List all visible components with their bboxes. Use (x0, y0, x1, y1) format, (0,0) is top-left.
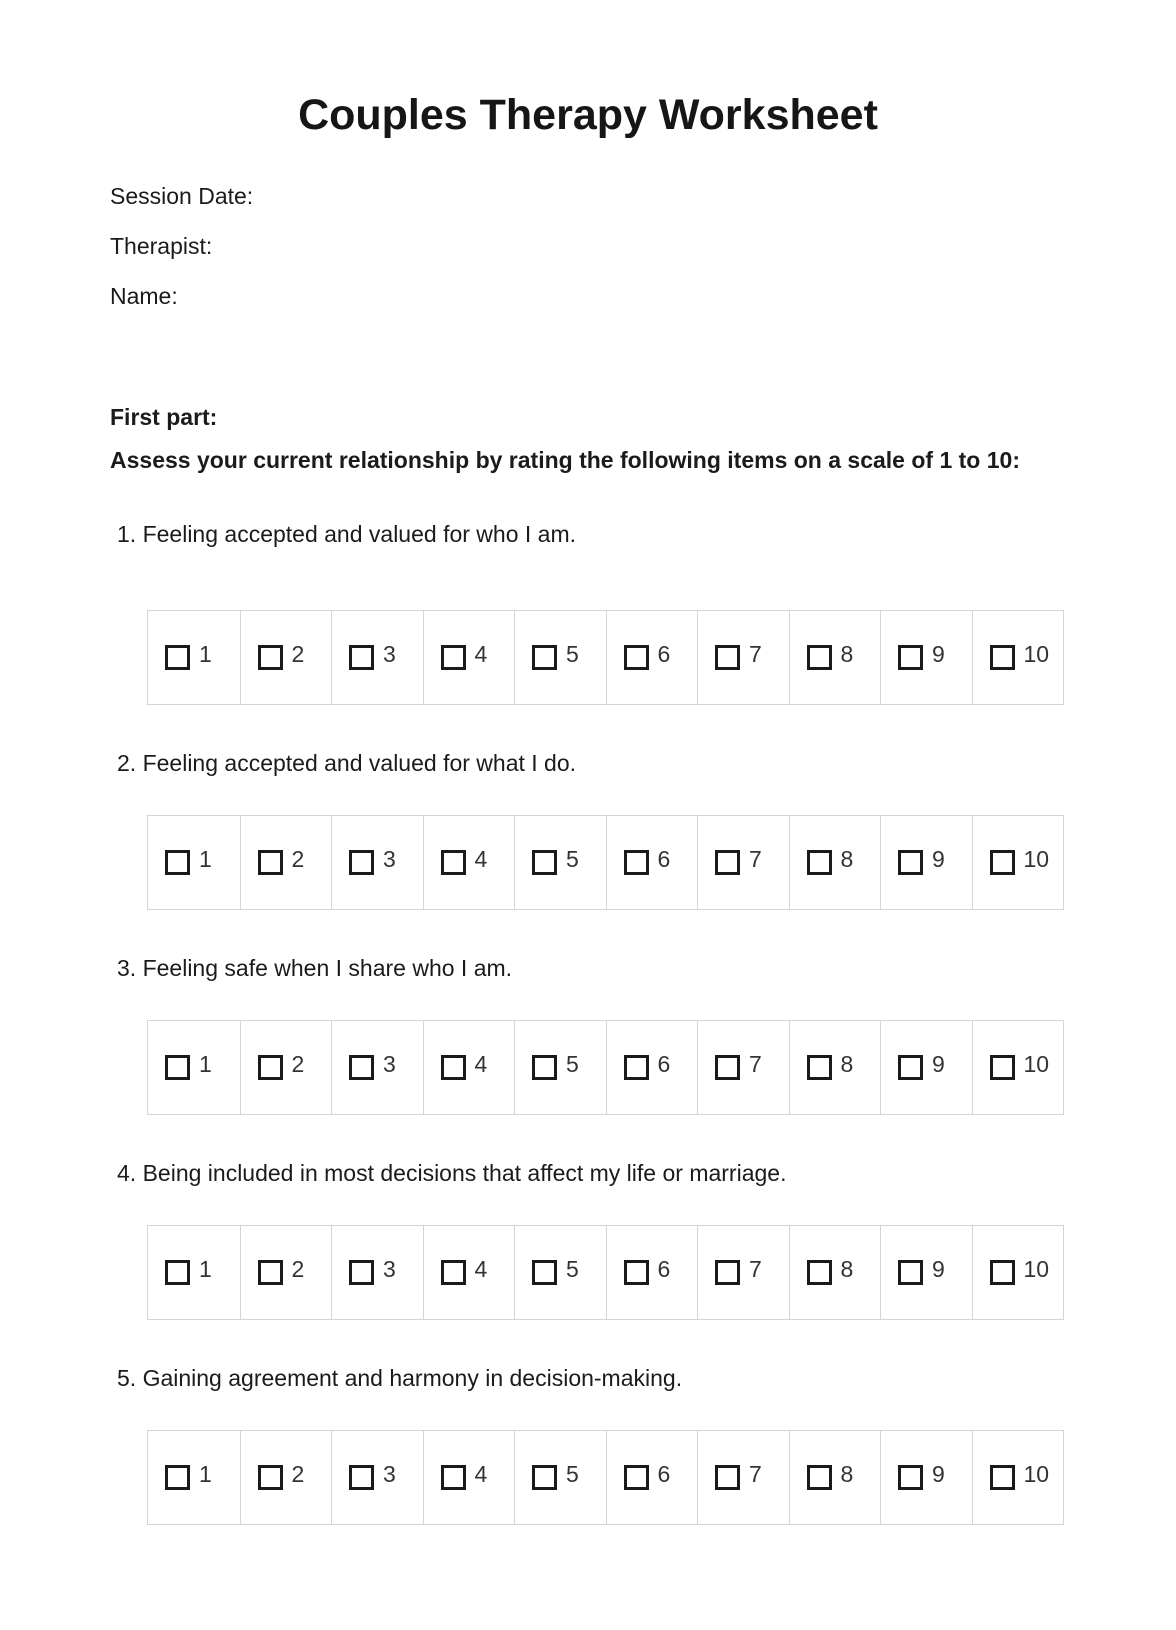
rating-value-label: 10 (1023, 1051, 1050, 1077)
rating-checkbox-1-4[interactable] (441, 645, 466, 670)
rating-checkbox-3-9[interactable] (898, 1055, 923, 1080)
rating-table-2 (147, 815, 1064, 910)
rating-cell-2-4 (423, 816, 515, 909)
rating-value-label: 9 (932, 1256, 945, 1282)
rating-cell-1-9 (880, 611, 972, 704)
rating-checkbox-1-8[interactable] (807, 645, 832, 670)
rating-cell-4-2 (240, 1226, 332, 1319)
rating-checkbox-4-7[interactable] (715, 1260, 740, 1285)
rating-checkbox-3-6[interactable] (624, 1055, 649, 1080)
rating-value-label: 6 (657, 1256, 671, 1282)
rating-value-label: 9 (932, 846, 945, 872)
rating-value-label: 10 (1023, 641, 1050, 667)
rating-cell-3-3 (331, 1021, 423, 1114)
rating-cell-5-5 (514, 1431, 606, 1524)
rating-cell-2-10 (972, 816, 1064, 909)
rating-cell-5-1 (148, 1431, 240, 1524)
rating-cell-4-10 (972, 1226, 1064, 1319)
rating-checkbox-1-5[interactable] (532, 645, 557, 670)
questions (0, 522, 1176, 1525)
rating-checkbox-5-2[interactable] (258, 1465, 283, 1490)
rating-checkbox-5-3[interactable] (349, 1465, 374, 1490)
rating-checkbox-4-6[interactable] (624, 1260, 649, 1285)
rating-table-3 (147, 1020, 1064, 1115)
rating-checkbox-3-10[interactable] (990, 1055, 1015, 1080)
rating-cell-2-9 (880, 816, 972, 909)
rating-checkbox-2-3[interactable] (349, 850, 374, 875)
rating-checkbox-1-2[interactable] (258, 645, 283, 670)
rating-value-label: 2 (291, 846, 305, 872)
rating-cell-5-3 (331, 1431, 423, 1524)
rating-checkbox-3-3[interactable] (349, 1055, 374, 1080)
rating-checkbox-2-9[interactable] (898, 850, 923, 875)
rating-cell-4-6 (606, 1226, 698, 1319)
rating-value-label: 5 (566, 1256, 579, 1282)
rating-cell-3-8 (789, 1021, 881, 1114)
rating-cell-2-6 (606, 816, 698, 909)
question-5-text: 5. Gaining agreement and harmony in decision-making. (117, 1365, 683, 1391)
rating-checkbox-4-3[interactable] (349, 1260, 374, 1285)
rating-value-label: 8 (840, 1256, 854, 1282)
rating-cell-3-7 (697, 1021, 789, 1114)
rating-cell-3-5 (514, 1021, 606, 1114)
rating-value-label: 9 (932, 641, 945, 667)
rating-cell-2-3 (331, 816, 423, 909)
rating-value-label: 5 (566, 846, 579, 872)
question-2-text: 2. Feeling accepted and valued for what I do. (117, 750, 577, 776)
rating-value-label: 4 (474, 846, 488, 872)
rating-cell-2-1 (148, 816, 240, 909)
rating-checkbox-2-1[interactable] (165, 850, 190, 875)
rating-cell-1-5 (514, 611, 606, 704)
rating-cell-3-6 (606, 1021, 698, 1114)
rating-checkbox-3-5[interactable] (532, 1055, 557, 1080)
rating-value-label: 7 (749, 641, 762, 667)
rating-value-label: 8 (840, 641, 854, 667)
rating-value-label: 4 (474, 1051, 488, 1077)
rating-cell-5-2 (240, 1431, 332, 1524)
name-label: Name: (110, 283, 178, 309)
rating-cell-1-6 (606, 611, 698, 704)
rating-checkbox-1-3[interactable] (349, 645, 374, 670)
rating-cell-4-3 (331, 1226, 423, 1319)
rating-checkbox-5-10[interactable] (990, 1465, 1015, 1490)
header-fields (110, 182, 1176, 332)
rating-cell-1-8 (789, 611, 881, 704)
rating-cell-1-1 (148, 611, 240, 704)
rating-value-label: 5 (566, 1461, 579, 1487)
rating-cell-4-9 (880, 1226, 972, 1319)
rating-cell-5-10 (972, 1431, 1064, 1524)
rating-checkbox-4-1[interactable] (165, 1260, 190, 1285)
rating-checkbox-4-8[interactable] (807, 1260, 832, 1285)
rating-cell-1-7 (697, 611, 789, 704)
rating-checkbox-4-2[interactable] (258, 1260, 283, 1285)
rating-checkbox-2-7[interactable] (715, 850, 740, 875)
rating-checkbox-2-2[interactable] (258, 850, 283, 875)
rating-checkbox-4-4[interactable] (441, 1260, 466, 1285)
rating-value-label: 2 (291, 1256, 305, 1282)
rating-checkbox-2-6[interactable] (624, 850, 649, 875)
rating-cell-2-8 (789, 816, 881, 909)
rating-checkbox-1-7[interactable] (715, 645, 740, 670)
rating-value-label: 10 (1023, 1256, 1050, 1282)
rating-value-label: 1 (199, 1256, 212, 1282)
rating-value-label: 4 (474, 641, 488, 667)
rating-cell-3-10 (972, 1021, 1064, 1114)
rating-cell-3-2 (240, 1021, 332, 1114)
rating-cell-5-8 (789, 1431, 881, 1524)
rating-table-4 (147, 1225, 1064, 1320)
rating-checkbox-2-8[interactable] (807, 850, 832, 875)
rating-checkbox-5-4[interactable] (441, 1465, 466, 1490)
rating-checkbox-3-1[interactable] (165, 1055, 190, 1080)
rating-checkbox-1-10[interactable] (990, 645, 1015, 670)
rating-checkbox-5-1[interactable] (165, 1465, 190, 1490)
rating-checkbox-2-5[interactable] (532, 850, 557, 875)
rating-checkbox-2-10[interactable] (990, 850, 1015, 875)
rating-value-label: 2 (291, 1051, 305, 1077)
rating-checkbox-5-6[interactable] (624, 1465, 649, 1490)
first-part-heading: First part: (110, 404, 218, 430)
rating-value-label: 5 (566, 641, 579, 667)
rating-checkbox-2-4[interactable] (441, 850, 466, 875)
rating-value-label: 7 (749, 846, 762, 872)
rating-value-label: 3 (383, 1051, 396, 1077)
rating-table-5 (147, 1430, 1064, 1525)
rating-checkbox-5-5[interactable] (532, 1465, 557, 1490)
rating-checkbox-1-1[interactable] (165, 645, 190, 670)
rating-value-label: 3 (383, 846, 396, 872)
rating-cell-2-2 (240, 816, 332, 909)
rating-value-label: 1 (199, 641, 212, 667)
rating-value-label: 7 (749, 1461, 762, 1487)
rating-instruction: Assess your current relationship by rating the following items on a scale of 1 to 10: (110, 447, 1020, 473)
rating-checkbox-1-9[interactable] (898, 645, 923, 670)
rating-table-1 (147, 610, 1064, 705)
session-date-label: Session Date: (110, 183, 254, 209)
rating-checkbox-3-4[interactable] (441, 1055, 466, 1080)
rating-cell-3-4 (423, 1021, 515, 1114)
rating-cell-3-1 (148, 1021, 240, 1114)
rating-value-label: 1 (199, 1051, 212, 1077)
rating-value-label: 8 (840, 1051, 854, 1077)
rating-value-label: 8 (840, 846, 854, 872)
rating-value-label: 1 (199, 1461, 212, 1487)
rating-cell-5-9 (880, 1431, 972, 1524)
rating-cell-2-5 (514, 816, 606, 909)
rating-cell-3-9 (880, 1021, 972, 1114)
question-1-text: 1. Feeling accepted and valued for who I am. (117, 521, 577, 547)
rating-checkbox-3-2[interactable] (258, 1055, 283, 1080)
rating-cell-1-2 (240, 611, 332, 704)
rating-cell-1-10 (972, 611, 1064, 704)
rating-cell-4-5 (514, 1226, 606, 1319)
rating-value-label: 3 (383, 1461, 396, 1487)
rating-value-label: 10 (1023, 1461, 1050, 1487)
rating-value-label: 5 (566, 1051, 579, 1077)
rating-cell-5-4 (423, 1431, 515, 1524)
rating-cell-1-4 (423, 611, 515, 704)
rating-value-label: 6 (657, 1051, 671, 1077)
rating-value-label: 9 (932, 1051, 945, 1077)
page-title: Couples Therapy Worksheet (298, 91, 878, 139)
rating-value-label: 6 (657, 846, 671, 872)
rating-value-label: 4 (474, 1256, 488, 1282)
rating-checkbox-5-7[interactable] (715, 1465, 740, 1490)
rating-value-label: 3 (383, 641, 396, 667)
rating-cell-4-8 (789, 1226, 881, 1319)
rating-value-label: 3 (383, 1256, 396, 1282)
rating-value-label: 6 (657, 1461, 671, 1487)
rating-cell-5-7 (697, 1431, 789, 1524)
rating-value-label: 6 (657, 641, 671, 667)
rating-cell-2-7 (697, 816, 789, 909)
rating-checkbox-1-6[interactable] (624, 645, 649, 670)
therapist-label: Therapist: (110, 233, 213, 259)
rating-value-label: 2 (291, 641, 305, 667)
rating-value-label: 10 (1023, 846, 1050, 872)
rating-checkbox-4-5[interactable] (532, 1260, 557, 1285)
rating-value-label: 4 (474, 1461, 488, 1487)
rating-value-label: 8 (840, 1461, 854, 1487)
rating-cell-1-3 (331, 611, 423, 704)
rating-checkbox-4-9[interactable] (898, 1260, 923, 1285)
question-4-text: 4. Being included in most decisions that affect my life or marriage. (117, 1160, 787, 1186)
rating-value-label: 2 (291, 1461, 305, 1487)
rating-value-label: 9 (932, 1461, 945, 1487)
rating-cell-4-1 (148, 1226, 240, 1319)
rating-checkbox-5-9[interactable] (898, 1465, 923, 1490)
rating-cell-5-6 (606, 1431, 698, 1524)
rating-checkbox-3-7[interactable] (715, 1055, 740, 1080)
rating-value-label: 1 (199, 846, 212, 872)
question-3-text: 3. Feeling safe when I share who I am. (117, 955, 513, 981)
rating-value-label: 7 (749, 1256, 762, 1282)
rating-checkbox-3-8[interactable] (807, 1055, 832, 1080)
rating-value-label: 7 (749, 1051, 762, 1077)
rating-cell-4-4 (423, 1226, 515, 1319)
rating-cell-4-7 (697, 1226, 789, 1319)
rating-checkbox-5-8[interactable] (807, 1465, 832, 1490)
rating-checkbox-4-10[interactable] (990, 1260, 1015, 1285)
